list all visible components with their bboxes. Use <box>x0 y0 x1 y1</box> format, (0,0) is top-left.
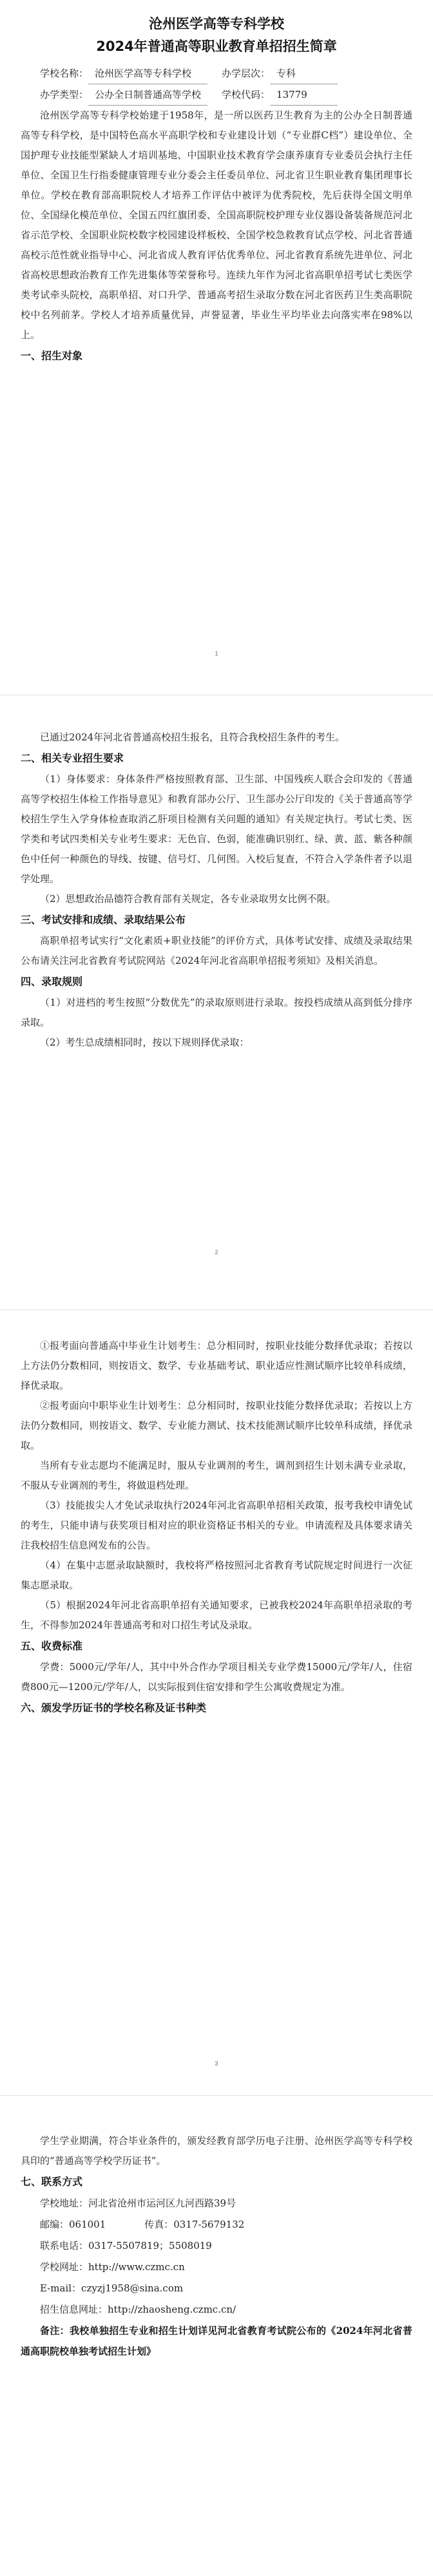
intro-paragraph: 沧州医学高等专科学校始建于1958年，是一所以医药卫生教育为主的公办全日制普通高等专科学校，是中国特色高水平高职学校和专业建设计划（“专业群C档”）建设单位、全国护理专业技能型紧缺人才培训基地、中国职业技术教育学会康养康育专业委员会执行主任单位、全国卫生行指委健康管理专业分委会主任委员单位、河北省卫生职业教育集团理事长单位。学校在教育部高职院校人才培养工作评估中被评为优秀院校，先后获得全国文明单位、全国绿化模范单位、全国五四红旗团委、全国高职院校护理专业仪器设备装备规范河北省示范学校、全国职业院校数字校园建设样板校、全国学校急救教育试点学校、河北省普通高校示范性就业指导中心、河北省成人教育评估优秀单位、河北省教育系统先进单位、河北省高校思想政治教育工作先进集体等荣誉称号。连续九年作为河北省高职单招考试七类医学类考试牵头院校，高职单招、对口升学、普通高考招生录取分数在河北省医药卫生类高职院校中名列前茅。学校人才培养质量优异，声誉显著，毕业生平均毕业去向落实率在98%以上。 <box>21 109 412 341</box>
page-1-content <box>21 13 412 367</box>
doc-title-school: 沧州医学高等专科学校 <box>149 16 284 32</box>
website-link[interactable]: 学校网址：http://www.czmc.cn <box>40 2261 185 2273</box>
postcode-text: 邮编：061001 <box>40 2219 106 2230</box>
school-name-value: 沧州医学高等专科学校 <box>88 63 207 84</box>
section-5-heading: 五、收费标准 <box>21 1640 83 1652</box>
section-7-heading: 七、联系方式 <box>21 2176 83 2188</box>
page-4-content <box>21 2131 412 2362</box>
remark-paragraph: 备注：我校单独招生专业和招生计划详见河北省教育考试院公布的《2024年河北省普通高职院校单独考试招生计划》 <box>21 2325 412 2357</box>
page-4 <box>0 2096 433 2576</box>
page-number-2: 2 <box>215 1249 218 1255</box>
postcode-fax-line <box>21 2214 412 2235</box>
section-3-heading: 三、考试安排和成绩、录取结果公布 <box>21 914 186 926</box>
school-name-label: 学校名称： <box>40 68 89 79</box>
fax-text: 传真：0317-5679132 <box>144 2219 245 2230</box>
page-1 <box>0 0 433 695</box>
rule-4-paragraph: （4）在集中志愿录取缺额时，我校将严格按照河北省教育考试院规定时间进行一次征集志愿录取。 <box>21 1559 412 1591</box>
code-label: 学校代码： <box>222 89 271 100</box>
moral-requirement-paragraph: （2）思想政治品德符合教育部有关规定，各专业录取男女比例不限。 <box>40 893 336 905</box>
address-line: 学校地址：河北省沧州市运河区九河西路39号 <box>40 2197 236 2209</box>
info-row-2 <box>21 84 412 106</box>
rule-3-paragraph: （3）技能拔尖人才免试录取执行2024年河北省高职单招相关政策，报考我校申请免试的考生，只能申请与获奖项目相对应的职业资格证书相关的专业。申请流程及具体要求请关注我校招生信息网发布的公告。 <box>21 1500 412 1551</box>
rule-2-paragraph: （2）考生总成绩相同时，按以下规则择优录取： <box>40 1037 249 1048</box>
section-3-text: 高职单招考试实行“文化素质+职业技能”的评价方式，具体考试安排、成绩及录取结果公布请关注河北省教育考试院网站《2024年河北省高职单招报考须知》及相关消息。 <box>21 935 412 966</box>
code-value: 13779 <box>270 84 338 106</box>
rule-2-vocational-paragraph: ②报考面向中职毕业生计划考生：总分相同时，按职业技能分数择优录取；若按以上方法仍分数相同，则按语文、数学、专业能力测试、技术技能测试顺序比较单科成绩，择优录取。 <box>21 1400 412 1451</box>
page-3 <box>0 1310 433 2096</box>
section-4-heading: 四、录取规则 <box>21 975 83 988</box>
adjustment-paragraph: 当所有专业志愿均不能满足时，服从专业调剂的考生，调剂到招生计划未满专业录取，不服从专业调剂的考生，将做退档处理。 <box>21 1460 412 1491</box>
page-number-3: 3 <box>215 2060 218 2067</box>
fee-paragraph: 学费：5000元/学年/人，其中中外合作办学项目相关专业学费15000元/学年/人，住宿费800元—1200元/学年/人，以实际报到住宿安排和学生公寓收费规定为准。 <box>21 1661 412 1693</box>
section-6-text: 学生学业期满，符合毕业条件的，颁发经教育部学历电子注册、沧州医学高等专科学校具印的“普通高等学校学历证书”。 <box>21 2135 412 2167</box>
rule-2-highschool-paragraph: ①报考面向普通高中毕业生计划考生：总分相同时，按职业技能分数择优录取；若按以上方法仍分数相同，则按语文、数学、专业基础考试、职业适应性测试顺序比较单科成绩，择优录取。 <box>21 1340 412 1391</box>
type-label: 办学类型： <box>40 89 89 100</box>
email-link[interactable]: E-mail：czyzj1958@sina.com <box>40 2282 184 2294</box>
page-2 <box>0 695 433 1310</box>
page-3-content <box>21 1336 412 1719</box>
body-requirement-paragraph: （1）身体要求：身体条件严格按照教育部、卫生部、中国残疾人联合会印发的《普通高等学校招生体检工作指导意见》和教育部办公厅、卫生部办公厅印发的《关于普通高等学校招生学生入学身体检查取消乙肝项目检测有关问题的通知》有关规定执行。考试七类、医学类和考试四类相关专业考生要求：无色盲、色弱，能准确识别红、绿、黄、蓝、紫各种颜色中任何一种颜色的导线、按键、信号灯、几何图。入校后复查，不符合入学条件者予以退学处理。 <box>21 773 412 885</box>
admissions-site-link[interactable]: 招生信息网址：http://zhaosheng.czmc.cn/ <box>40 2304 236 2315</box>
type-value: 公办全日制普通高等学校 <box>88 84 207 106</box>
section-2-heading: 二、相关专业招生要求 <box>21 752 124 764</box>
doc-title-brochure: 2024年普通高等职业教育单招招生简章 <box>96 39 337 54</box>
section-6-heading: 六、颁发学历证书的学校名称及证书种类 <box>21 1702 207 1714</box>
page-2-content <box>21 728 412 1053</box>
rule-1-paragraph: （1）对进档的考生按照“分数优先”的录取原则进行录取。按投档成绩从高到低分排序录取。 <box>21 997 412 1028</box>
info-row-1 <box>21 63 412 84</box>
phone-line: 联系电话：0317-5507819；5508019 <box>40 2240 212 2252</box>
level-label: 办学层次： <box>222 68 271 79</box>
page-number-1: 1 <box>215 650 218 657</box>
level-value: 专科 <box>270 63 338 84</box>
rule-5-paragraph: （5）根据2024年河北省高职单招有关通知要求，已被我校2024年高职单招录取的考生，不得参加2024年普通高考和对口招生考试及录取。 <box>21 1599 412 1631</box>
section-1-text: 已通过2024年河北省普通高校招生报名，且符合我校招生条件的考生。 <box>40 731 345 743</box>
section-1-heading: 一、招生对象 <box>21 350 83 362</box>
